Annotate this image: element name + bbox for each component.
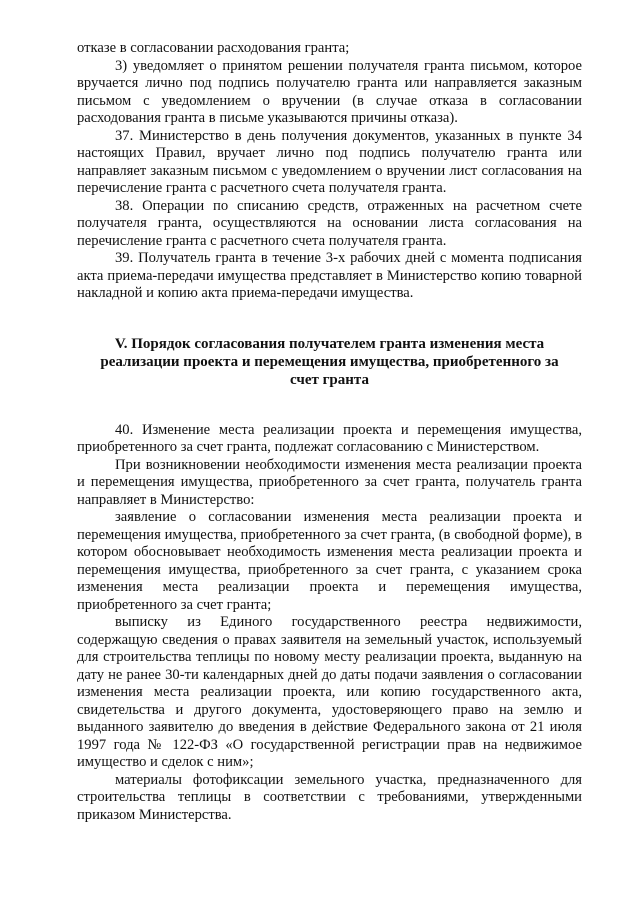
- paragraph-38: 38. Операции по списанию средств, отраженных на расчетном счете получателя гранта, осуществляются на основании листа согласования на перечисление гранта с расчетного счета получателя гранта.: [77, 197, 582, 249]
- paragraph-photo-materials: материалы фотофиксации земельного участка, предназначенного для строительства теплицы в соответствии с требованиями, утвержденными приказом Министерства.: [77, 771, 582, 823]
- paragraph-documents-intro: При возникновении необходимости изменения места реализации проекта и перемещения имущества, приобретенного за счет гранта, получатель гранта направляет в Министерство:: [77, 456, 582, 508]
- paragraph-application: заявление о согласовании изменения места реализации проекта и перемещения имущества, приобретенного за счет гранта, (в свободной форме), в котором обосновывает необходимость изменения места реализации проекта и перемещения имущества, приобретенного за счет гранта, с указанием срока изменения места реализации проекта и перемещения имущества, приобретенного за счет гранта;: [77, 509, 582, 613]
- paragraph-40: 40. Изменение места реализации проекта и перемещения имущества, приобретенного за счет гранта, подлежат согласованию с Министерством.: [77, 421, 582, 455]
- section-heading: V. Порядок согласования получателем гранта изменения места реализации проекта и перемещения имущества, приобретенного за счет гранта: [100, 335, 559, 388]
- paragraph-37: 37. Министерство в день получения документов, указанных в пункте 34 настоящих Правил, вручает лично под подпись получателю гранта или направляет заказным письмом с уведомлением о вручении лист согласования на перечисление гранта с расчетного счета получателя гранта.: [77, 127, 582, 196]
- paragraph-continuation: отказе в согласовании расходования гранта;: [77, 40, 350, 56]
- document-body: [77, 40, 582, 824]
- paragraph-registry-extract: выписку из Единого государственного реестра недвижимости, содержащую сведения о правах заявителя на земельный участок, используемый для строительства теплицы по новому месту реализации проекта, выданную на дату не ранее 30-ти календарных дней до даты подачи заявления о согласовании изменения места реализации проекта, или копию государственного акта, свидетельства и другого документа, удостоверяющего право на землю и выданного заявителю до введения в действие Федерального закона от 21 июля 1997 года № 122-ФЗ «О государственной регистрации прав на недвижимое имущество и сделок с ним»;: [77, 614, 582, 770]
- paragraph-39: 39. Получатель гранта в течение 3-х рабочих дней с момента подписания акта приема-передачи имущества представляет в Министерство копию товарной накладной и копию акта приема-передачи имущества.: [77, 250, 582, 301]
- paragraph-item-3: 3) уведомляет о принятом решении получателя гранта письмом, которое вручается лично под подпись получателю гранта или направляется заказным письмом с уведомлением о вручении (в случае отказа в согласовании расходования гранта в письме указываются причины отказа).: [77, 57, 582, 126]
